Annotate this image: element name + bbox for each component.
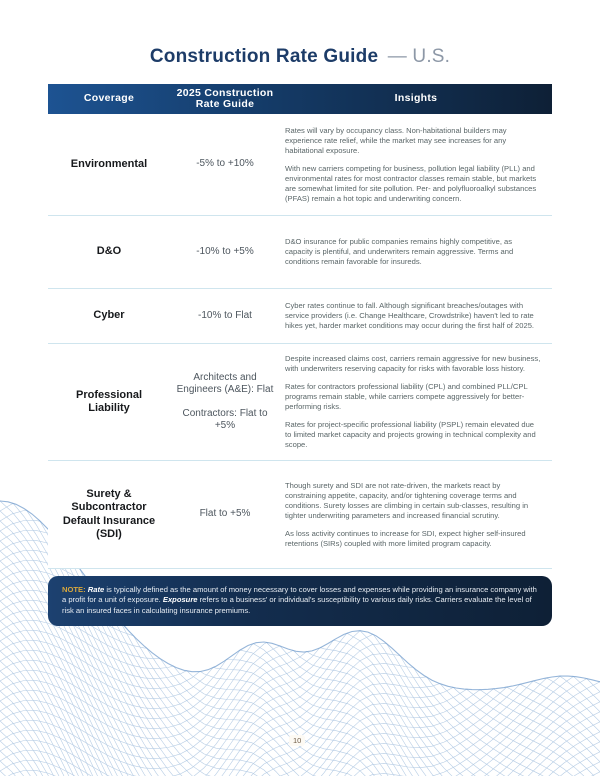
table-row: [48, 216, 552, 289]
note-text-segment: refers to a business' or individual's susceptibility to various daily risks. Carriers evaluate the level of risk an insured faces in calculating insurance premiums.: [62, 595, 532, 615]
insight-paragraph: Rates for contractors professional liability (CPL) and combined PLL/CPL programs remain stable, while carriers compete aggressively for better-performing risks.: [285, 382, 528, 411]
page-number: 10: [289, 735, 305, 746]
header-insights: Insights: [394, 92, 438, 105]
rate-cell: [170, 152, 280, 177]
rate-value: -10% to +5%: [196, 245, 254, 257]
note-text-segment: Exposure: [162, 595, 198, 605]
coverage-label: Environmental: [70, 157, 148, 170]
page-title: [0, 46, 600, 68]
rate-value: Architects and Engineers (A&E): Flat: [176, 371, 274, 395]
insight-paragraph: Cyber rates continue to fall. Although significant breaches/outages with service providers (i.e. Change Healthcare, Crowdstrike) haven't led to rate hikes yet, harder market conditions may occur during the first half of 2025.: [285, 301, 535, 330]
rate-cell: [170, 502, 280, 527]
header-coverage: Coverage: [83, 92, 135, 105]
rate-cell: [170, 240, 280, 265]
coverage-label: Surety & Subcontractor Default Insurance (SDI): [62, 487, 156, 540]
insights-cell: [280, 475, 552, 555]
rate-value: Flat to +5%: [199, 508, 251, 520]
table-rows: [48, 114, 552, 569]
coverage-label: Cyber: [93, 309, 125, 322]
coverage-cell: [48, 383, 170, 422]
rate-value: Contractors: Flat to +5%: [182, 407, 268, 431]
note-box: [48, 576, 552, 626]
rate-table: [48, 84, 552, 569]
page-title-main: Construction Rate Guide: [149, 46, 379, 67]
rate-cell: [170, 366, 280, 439]
coverage-cell: [48, 152, 170, 178]
header-rate-guide: 2025 Construction Rate Guide: [176, 86, 274, 110]
insights-cell: [280, 231, 552, 273]
coverage-cell: [48, 482, 170, 548]
insight-paragraph: Though surety and SDI are not rate-driven, the markets react by constraining appetite, capacity, and/or tightening coverage terms and conditions. Surety losses are climbing in certain sub-classes, resulting in tighter underwriting parameters and increased financial scrutiny.: [285, 480, 529, 520]
insight-paragraph: Rates for project-specific professional liability (PSPL) remain elevated due to limited market capacity and projects growing in technical complexity and scope.: [285, 420, 536, 449]
insight-paragraph: Despite increased claims cost, carriers remain aggressive for new business, with underwriters reserving capacity for risks with favorable loss history.: [285, 354, 541, 373]
rate-value: -10% to Flat: [198, 309, 252, 321]
insight-paragraph: With new carriers competing for business, pollution legal liability (PLL) and environmental rates for most contractor classes remain stable, but markets are somewhat limited for site pollution. Per- and polyfluoroalkyl substances (PFAS) remain a hot topic and underwriting concern.: [285, 163, 537, 203]
table-row: [48, 289, 552, 344]
coverage-label: Professional Liability: [75, 388, 143, 414]
insights-cell: [280, 348, 552, 456]
note-text-segment: Rate: [87, 585, 105, 594]
rate-cell: [170, 304, 280, 329]
insight-paragraph: As loss activity continues to increase for SDI, expect higher self-insured retentions (SIRs) coupled with more limited program capacity.: [285, 528, 526, 548]
insight-paragraph: Rates will vary by occupancy class. Non-habitational builders may experience rate relief, while the market may see increases for any habitational exposure.: [285, 125, 507, 155]
insight-paragraph: D&O insurance for public companies remains highly competitive, as capacity is plentiful, and underwriters remain aggressive. Terms and conditions remain favorable for insureds.: [285, 237, 514, 266]
table-header-row: [48, 84, 552, 114]
table-row: [48, 114, 552, 216]
note-text-segment: is typically defined as the amount of money necessary to cover losses and expenses while providing an insurance company with a profit for a unit of exposure.: [62, 585, 537, 605]
insights-cell: [280, 295, 552, 337]
note-text-segment: NOTE:: [62, 585, 88, 594]
rate-value: -5% to +10%: [196, 158, 254, 170]
table-row: [48, 461, 552, 569]
coverage-cell: [48, 303, 170, 329]
page-title-suffix: — U.S.: [387, 46, 451, 67]
coverage-label: D&O: [96, 245, 122, 258]
insights-cell: [280, 120, 552, 210]
coverage-cell: [48, 239, 170, 265]
table-row: [48, 344, 552, 461]
